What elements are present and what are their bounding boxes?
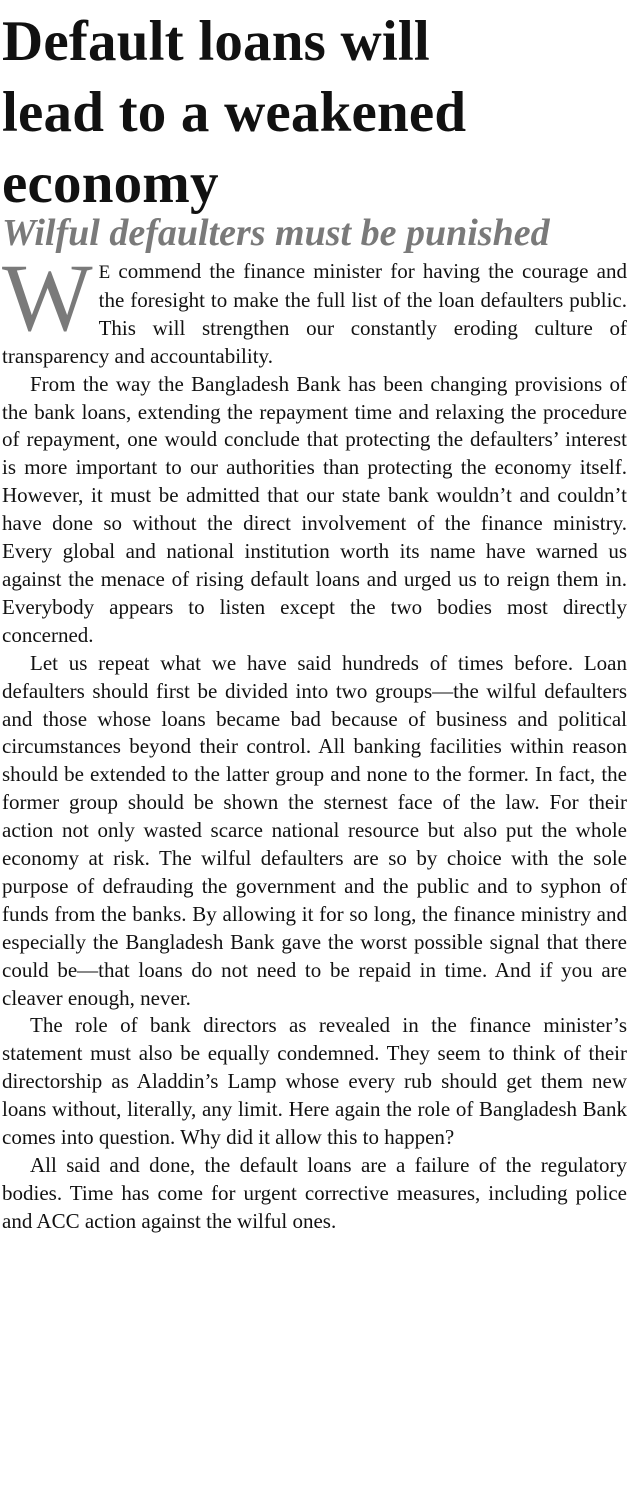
headline-line-3: economy xyxy=(2,152,219,215)
editorial-article xyxy=(2,6,627,1236)
lead-in-caps: E xyxy=(98,262,111,283)
paragraph-1 xyxy=(2,244,627,371)
subheadline: Wilful defaulters must be punished xyxy=(2,212,550,254)
headline-line-2: lead to a weakened xyxy=(2,81,467,144)
headline xyxy=(2,6,627,219)
paragraph-4: The role of bank directors as revealed in the finance minister’s statement must also be equally condemned. They seem to think of their directorship as Aladdin’s Lamp whose every rub should get them new loans without, literally, any limit. Here again the role of Bangladesh Bank comes into question. Why did it allow this to happen? xyxy=(2,1013,627,1150)
drop-cap: W xyxy=(2,244,93,351)
paragraph-1-text: commend the finance minister for having the courage and the foresight to make the full list of the loan defaulters public. This will strengthen our constantly eroding culture of transparency and accountability. xyxy=(2,259,627,368)
paragraph-5: All said and done, the default loans are a failure of the regulatory bodies. Time has come for urgent corrective measures, including police and ACC action against the wilful ones. xyxy=(2,1153,627,1233)
paragraph-3: Let us repeat what we have said hundreds of times before. Loan defaulters should first be divided into two groups—the wilful defaulters and those whose loans became bad because of business and political circumstances beyond their control. All banking facilities within reason should be extended to the latter group and none to the former. In fact, the former group should be shown the sternest face of the law. For their action not only wasted scarce national resource but also put the whole economy at risk. The wilful defaulters are so by choice with the sole purpose of defrauding the government and the public and to syphon of funds from the banks. By allowing it for so long, the finance ministry and especially the Bangladesh Bank gave the worst possible signal that there could be—that loans do not need to be repaid in time. And if you are cleaver enough, never. xyxy=(2,650,627,1010)
headline-line-1: Default loans will xyxy=(2,10,430,73)
article-body xyxy=(2,244,627,1236)
paragraph-2: From the way the Bangladesh Bank has been changing provisions of the bank loans, extending the repayment time and relaxing the procedure of repayment, one would conclude that protecting the defaulters’ interest is more important to our authorities than protecting the economy itself. However, it must be admitted that our state bank wouldn’t and couldn’t have done so without the direct involvement of the finance ministry. Every global and national institution worth its name have warned us against the menace of rising default loans and urged us to reign them in. Everybody appears to listen except the two bodies most directly concerned. xyxy=(2,371,627,647)
